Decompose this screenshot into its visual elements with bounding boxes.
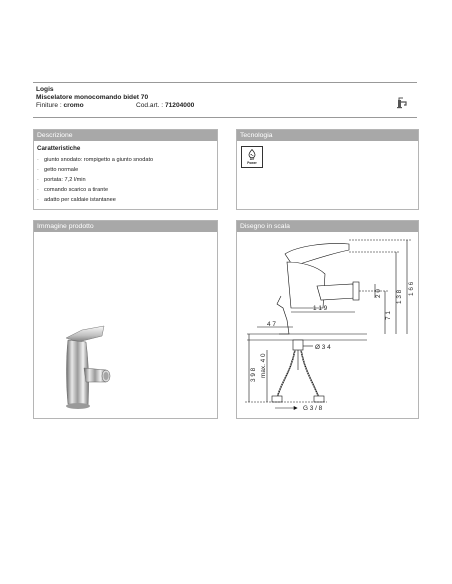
bullet: · xyxy=(37,167,39,173)
description-title: Descrizione xyxy=(34,130,217,141)
features-list xyxy=(37,155,153,205)
product-image-panel xyxy=(33,220,218,419)
code-label: Cod.art. : xyxy=(136,102,164,109)
dim-119: 1 1 9 xyxy=(313,305,328,312)
feature-text: comando scarico a tirante xyxy=(44,187,109,193)
code-value: 71204000 xyxy=(164,102,195,109)
features-heading: Caratteristiche xyxy=(37,145,81,152)
feature-text: giunto snodato: rompigetto a giunto snodato xyxy=(44,157,154,163)
technical-drawing xyxy=(237,232,418,418)
list-item xyxy=(37,175,153,185)
dim-47: 4 7 xyxy=(267,321,276,328)
finish-label: Finiture : xyxy=(36,102,62,109)
drawing-title: Disegno in scala xyxy=(237,221,418,232)
bullet: · xyxy=(37,187,39,193)
list-item xyxy=(37,195,153,205)
dim-34: Ø 3 4 xyxy=(315,344,331,351)
dim-g38: G 3 / 8 xyxy=(303,405,323,412)
article-code xyxy=(136,102,194,110)
series-name: Logis xyxy=(36,86,54,93)
badge-line-1: Air xyxy=(249,157,255,161)
feature-text: portata: 7,2 l/min xyxy=(44,177,86,183)
product-image-title: Immagine prodotto xyxy=(34,221,217,232)
badge-line-2: Power xyxy=(247,160,257,165)
product-header xyxy=(33,82,417,118)
dim-71: 7 1 xyxy=(385,311,392,320)
product-photo xyxy=(58,316,114,412)
dim-166: 1 6 6 xyxy=(408,281,415,296)
feature-text: getto normale xyxy=(44,167,79,173)
airpower-badge xyxy=(241,146,263,168)
bullet: · xyxy=(37,157,39,163)
product-name: Miscelatore monocomando bidet 70 xyxy=(36,94,149,101)
dim-max40: max. 4 0 xyxy=(260,353,267,378)
feature-text: adatto per caldaie istantanee xyxy=(44,197,116,203)
bullet: · xyxy=(37,197,39,203)
bullet: · xyxy=(37,177,39,183)
list-item xyxy=(37,155,153,165)
finish-line xyxy=(36,102,84,110)
dim-138: 1 3 8 xyxy=(396,289,403,304)
list-item xyxy=(37,185,153,195)
dim-398: 3 9 8 xyxy=(250,367,257,382)
description-panel xyxy=(33,129,218,210)
faucet-pictogram-icon xyxy=(395,96,409,110)
finish-value: cromo xyxy=(63,102,84,109)
dim-20: 2 0 xyxy=(375,289,382,298)
drawing-panel xyxy=(236,220,419,419)
technology-title: Tecnologia xyxy=(237,130,418,141)
list-item xyxy=(37,165,153,175)
technology-panel xyxy=(236,129,419,210)
